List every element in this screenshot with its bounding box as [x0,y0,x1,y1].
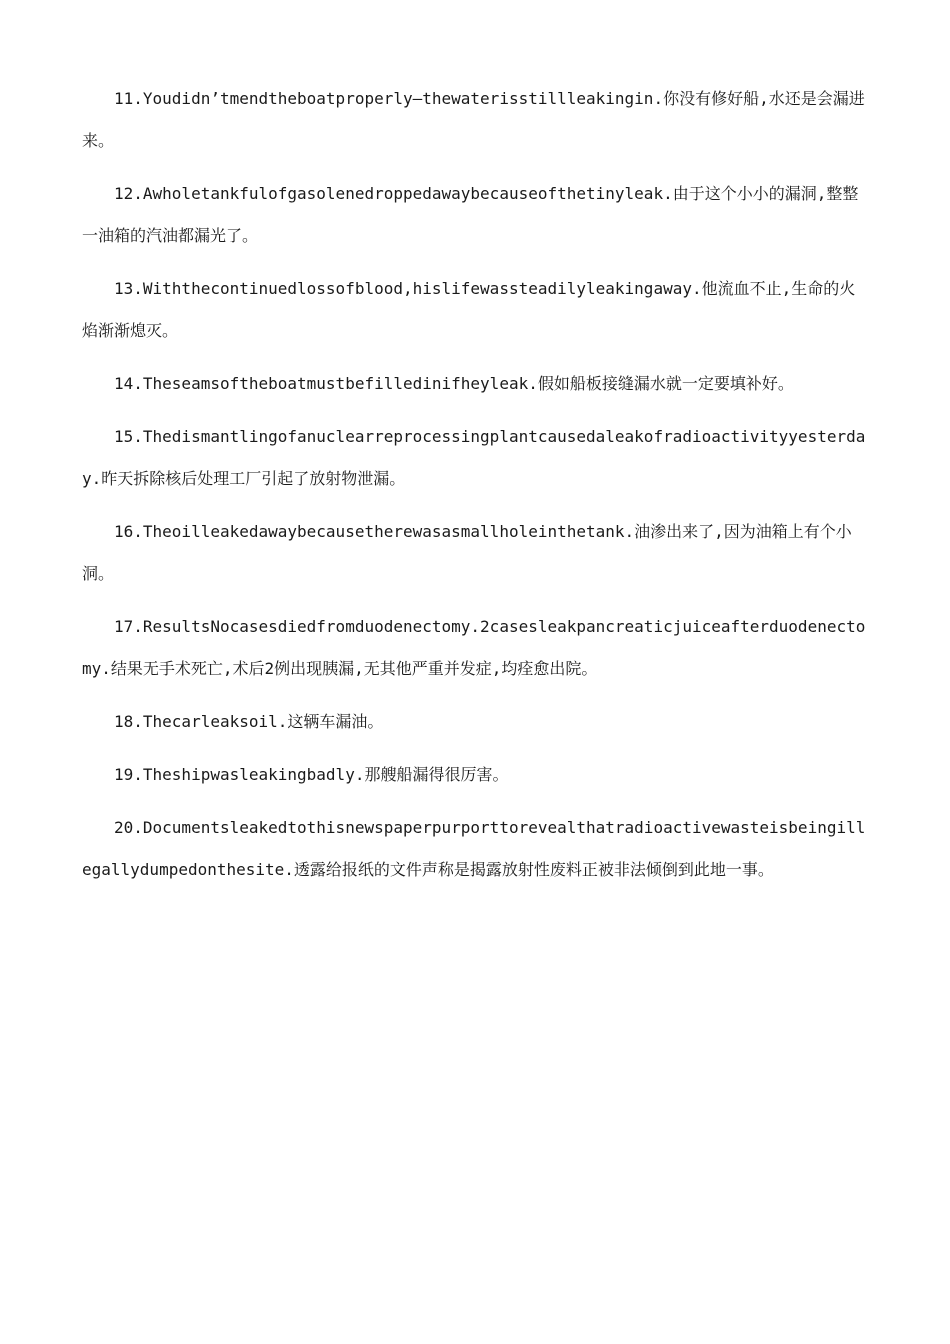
sentence-item: 11.Youdidn’tmendtheboatproperly—thewaterisstillleakingin.你没有修好船,水还是会漏进来。 [82,89,865,150]
document-body [82,78,866,902]
sentence-item: 14.Theseamsoftheboatmustbefilledinifheyleak.假如船板接缝漏水就一定要填补好。 [114,374,794,393]
sentence-item: 19.Theshipwasleakingbadly.那艘船漏得很厉害。 [114,765,509,784]
sentence-item: 12.Awholetankfulofgasolenedroppedawaybecauseofthetinyleak.由于这个小小的漏洞,整整一油箱的汽油都漏光了。 [82,184,859,245]
sentence-item: 20.Documentsleakedtothisnewspaperpurporttorevealthatradioactivewasteisbeingillegallydumpedonthesite.透露给报纸的文件声称是揭露放射性废料正被非法倾倒到此地一事。 [82,818,866,879]
sentence-item: 15.Thedismantlingofanuclearreprocessingplantcausedaleakofradioactivityyesterday.昨天拆除核后处理工厂引起了放射物泄漏。 [82,427,866,488]
sentence-item: 13.Withthecontinuedlossofblood,hislifewassteadilyleakingaway.他流血不止,生命的火焰渐渐熄灭。 [82,279,856,340]
sentence-item: 16.Theoilleakedawaybecausetherewasasmallholeinthetank.油渗出来了,因为油箱上有个小洞。 [82,522,852,583]
sentence-item: 18.Thecarleaksoil.这辆车漏油。 [114,712,384,731]
sentence-item: 17.ResultsNocasesdiedfromduodenectomy.2casesleakpancreaticjuiceafterduodenectomy.结果无手术死亡,术后2例出现胰漏,无其他严重并发症,均痊愈出院。 [82,617,866,678]
